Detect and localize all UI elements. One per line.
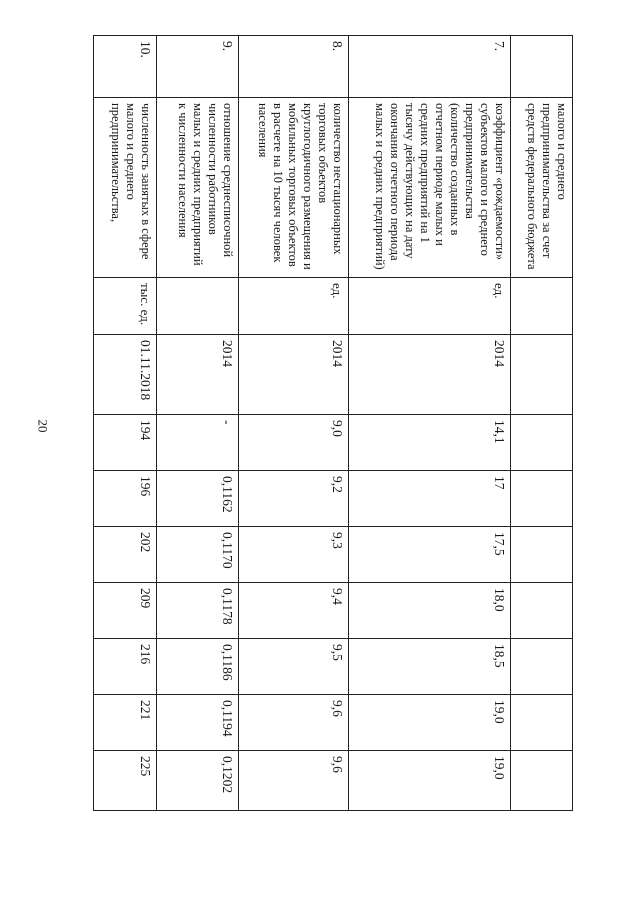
indicator-value: 0,1178 (156, 583, 238, 639)
indicators-table (93, 35, 573, 811)
base-year: 2014 (238, 335, 349, 415)
base-year: 2014 (156, 335, 238, 415)
indicator-name: коэффициент «рождаемости» субъектов малого и среднего предпринимательства (количество созданных в отчетном периоде малых и средних предприятий на 1 тысячу действующих на дату окончания отчетного периода малых и средних предприятий) (349, 98, 511, 278)
indicator-value: 194 (94, 415, 157, 471)
indicator-value (511, 639, 573, 695)
table-row (94, 36, 157, 811)
indicator-value: 0,1162 (156, 471, 238, 527)
table-row (238, 36, 349, 811)
indicator-value (511, 583, 573, 639)
indicator-value: 17 (349, 471, 511, 527)
row-number: 9. (156, 36, 238, 98)
indicator-value: 19,0 (349, 751, 511, 811)
indicator-value: 18,5 (349, 639, 511, 695)
base-year (511, 335, 573, 415)
indicator-name: количество нестационарных торговых объектов круглогодичного размещения и мобильных торговых объектов в расчете на 10 тысяч человек населения (238, 98, 349, 278)
indicator-value (511, 527, 573, 583)
rotated-table-frame (93, 35, 573, 810)
indicator-value: 0,1170 (156, 527, 238, 583)
unit-of-measure: тыс. ед. (94, 278, 157, 335)
indicator-value (511, 751, 573, 811)
indicator-value: - (156, 415, 238, 471)
indicator-value: 14,1 (349, 415, 511, 471)
row-number: 8. (238, 36, 349, 98)
indicator-name: отношение среднесписочной численности работников малых и средних предприятий к численности населения (156, 98, 238, 278)
indicator-value: 9,4 (238, 583, 349, 639)
base-year: 01.11.2018 (94, 335, 157, 415)
indicator-name: численность занятых в сфере малого и среднего предпринимательства, (94, 98, 157, 278)
table-row (156, 36, 238, 811)
indicator-value: 17,5 (349, 527, 511, 583)
page-number: 20 (35, 419, 51, 433)
indicator-name: малого и среднего предпринимательства за счет средств федерального бюджета (511, 98, 573, 278)
unit-of-measure: ед. (238, 278, 349, 335)
indicator-value: 202 (94, 527, 157, 583)
indicator-value (511, 695, 573, 751)
indicator-value: 9,3 (238, 527, 349, 583)
indicator-value: 9,5 (238, 639, 349, 695)
indicator-value: 19,0 (349, 695, 511, 751)
indicator-value: 225 (94, 751, 157, 811)
indicator-value: 216 (94, 639, 157, 695)
unit-of-measure: ед. (349, 278, 511, 335)
base-year: 2014 (349, 335, 511, 415)
unit-of-measure (156, 278, 238, 335)
indicator-value: 221 (94, 695, 157, 751)
indicator-value: 209 (94, 583, 157, 639)
indicator-value: 0,1186 (156, 639, 238, 695)
row-number: 10. (94, 36, 157, 98)
row-number (511, 36, 573, 98)
indicator-value: 0,1194 (156, 695, 238, 751)
table-row (511, 36, 573, 811)
row-number: 7. (349, 36, 511, 98)
indicator-value: 9,0 (238, 415, 349, 471)
indicator-value: 9,6 (238, 695, 349, 751)
indicator-value: 9,2 (238, 471, 349, 527)
indicator-value (511, 471, 573, 527)
indicator-value: 196 (94, 471, 157, 527)
indicator-value (511, 415, 573, 471)
indicator-value: 9,6 (238, 751, 349, 811)
unit-of-measure (511, 278, 573, 335)
indicator-value: 18,0 (349, 583, 511, 639)
indicator-value: 0,1202 (156, 751, 238, 811)
table-row (349, 36, 511, 811)
